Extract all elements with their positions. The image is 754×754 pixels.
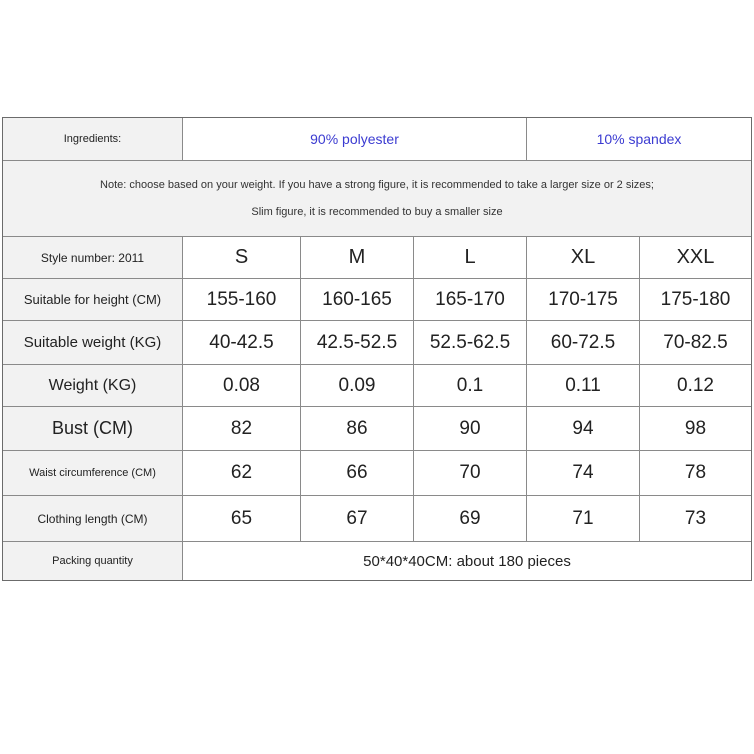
- table-cell: 155-160: [183, 279, 301, 320]
- table-cell: 69: [414, 496, 527, 541]
- table-cell: 70: [414, 451, 527, 495]
- table-cell: 86: [301, 407, 414, 450]
- size-note: [3, 161, 751, 236]
- row-label-length: Clothing length (CM): [3, 496, 183, 541]
- table-cell: 0.12: [640, 365, 751, 406]
- table-cell: 78: [640, 451, 751, 495]
- row-label-bust: Bust (CM): [3, 407, 183, 450]
- table-row: [3, 451, 751, 496]
- size-chart-table: [2, 117, 752, 581]
- row-label-garment-weight: Weight (KG): [3, 365, 183, 406]
- size-m: M: [301, 237, 414, 278]
- table-row: [3, 321, 751, 365]
- table-cell: 175-180: [640, 279, 751, 320]
- material-spandex: 10% spandex: [527, 118, 751, 160]
- table-cell: 90: [414, 407, 527, 450]
- material-polyester: 90% polyester: [183, 118, 527, 160]
- table-row: [3, 279, 751, 321]
- table-cell: 160-165: [301, 279, 414, 320]
- table-cell: 62: [183, 451, 301, 495]
- ingredients-row: [3, 118, 751, 161]
- table-cell: 165-170: [414, 279, 527, 320]
- size-header-row: [3, 237, 751, 279]
- table-cell: 0.11: [527, 365, 640, 406]
- table-cell: 94: [527, 407, 640, 450]
- table-row: [3, 365, 751, 407]
- row-label-height: Suitable for height (CM): [3, 279, 183, 320]
- size-l: L: [414, 237, 527, 278]
- table-cell: 0.1: [414, 365, 527, 406]
- table-cell: 73: [640, 496, 751, 541]
- table-cell: 71: [527, 496, 640, 541]
- table-cell: 82: [183, 407, 301, 450]
- row-label-weight-range: Suitable weight (KG): [3, 321, 183, 364]
- table-cell: 65: [183, 496, 301, 541]
- table-row: [3, 407, 751, 451]
- note-line-1: Note: choose based on your weight. If you have a strong figure, it is recommended to take a larger size or 2 sizes;: [100, 178, 654, 191]
- packing-row: [3, 542, 751, 580]
- table-cell: 66: [301, 451, 414, 495]
- packing-label: Packing quantity: [3, 542, 183, 580]
- size-xl: XL: [527, 237, 640, 278]
- table-cell: 0.09: [301, 365, 414, 406]
- style-number: Style number: 2011: [3, 237, 183, 278]
- row-label-waist: Waist circumference (CM): [3, 451, 183, 495]
- table-cell: 98: [640, 407, 751, 450]
- table-cell: 67: [301, 496, 414, 541]
- table-row: [3, 496, 751, 542]
- packing-value: 50*40*40CM: about 180 pieces: [183, 542, 751, 580]
- ingredients-label: Ingredients:: [3, 118, 183, 160]
- table-cell: 52.5-62.5: [414, 321, 527, 364]
- note-row: [3, 161, 751, 237]
- size-xxl: XXL: [640, 237, 751, 278]
- table-cell: 60-72.5: [527, 321, 640, 364]
- table-cell: 170-175: [527, 279, 640, 320]
- table-cell: 70-82.5: [640, 321, 751, 364]
- table-cell: 74: [527, 451, 640, 495]
- table-cell: 40-42.5: [183, 321, 301, 364]
- table-cell: 42.5-52.5: [301, 321, 414, 364]
- table-cell: 0.08: [183, 365, 301, 406]
- note-line-2: Slim figure, it is recommended to buy a smaller size: [251, 205, 503, 218]
- size-s: S: [183, 237, 301, 278]
